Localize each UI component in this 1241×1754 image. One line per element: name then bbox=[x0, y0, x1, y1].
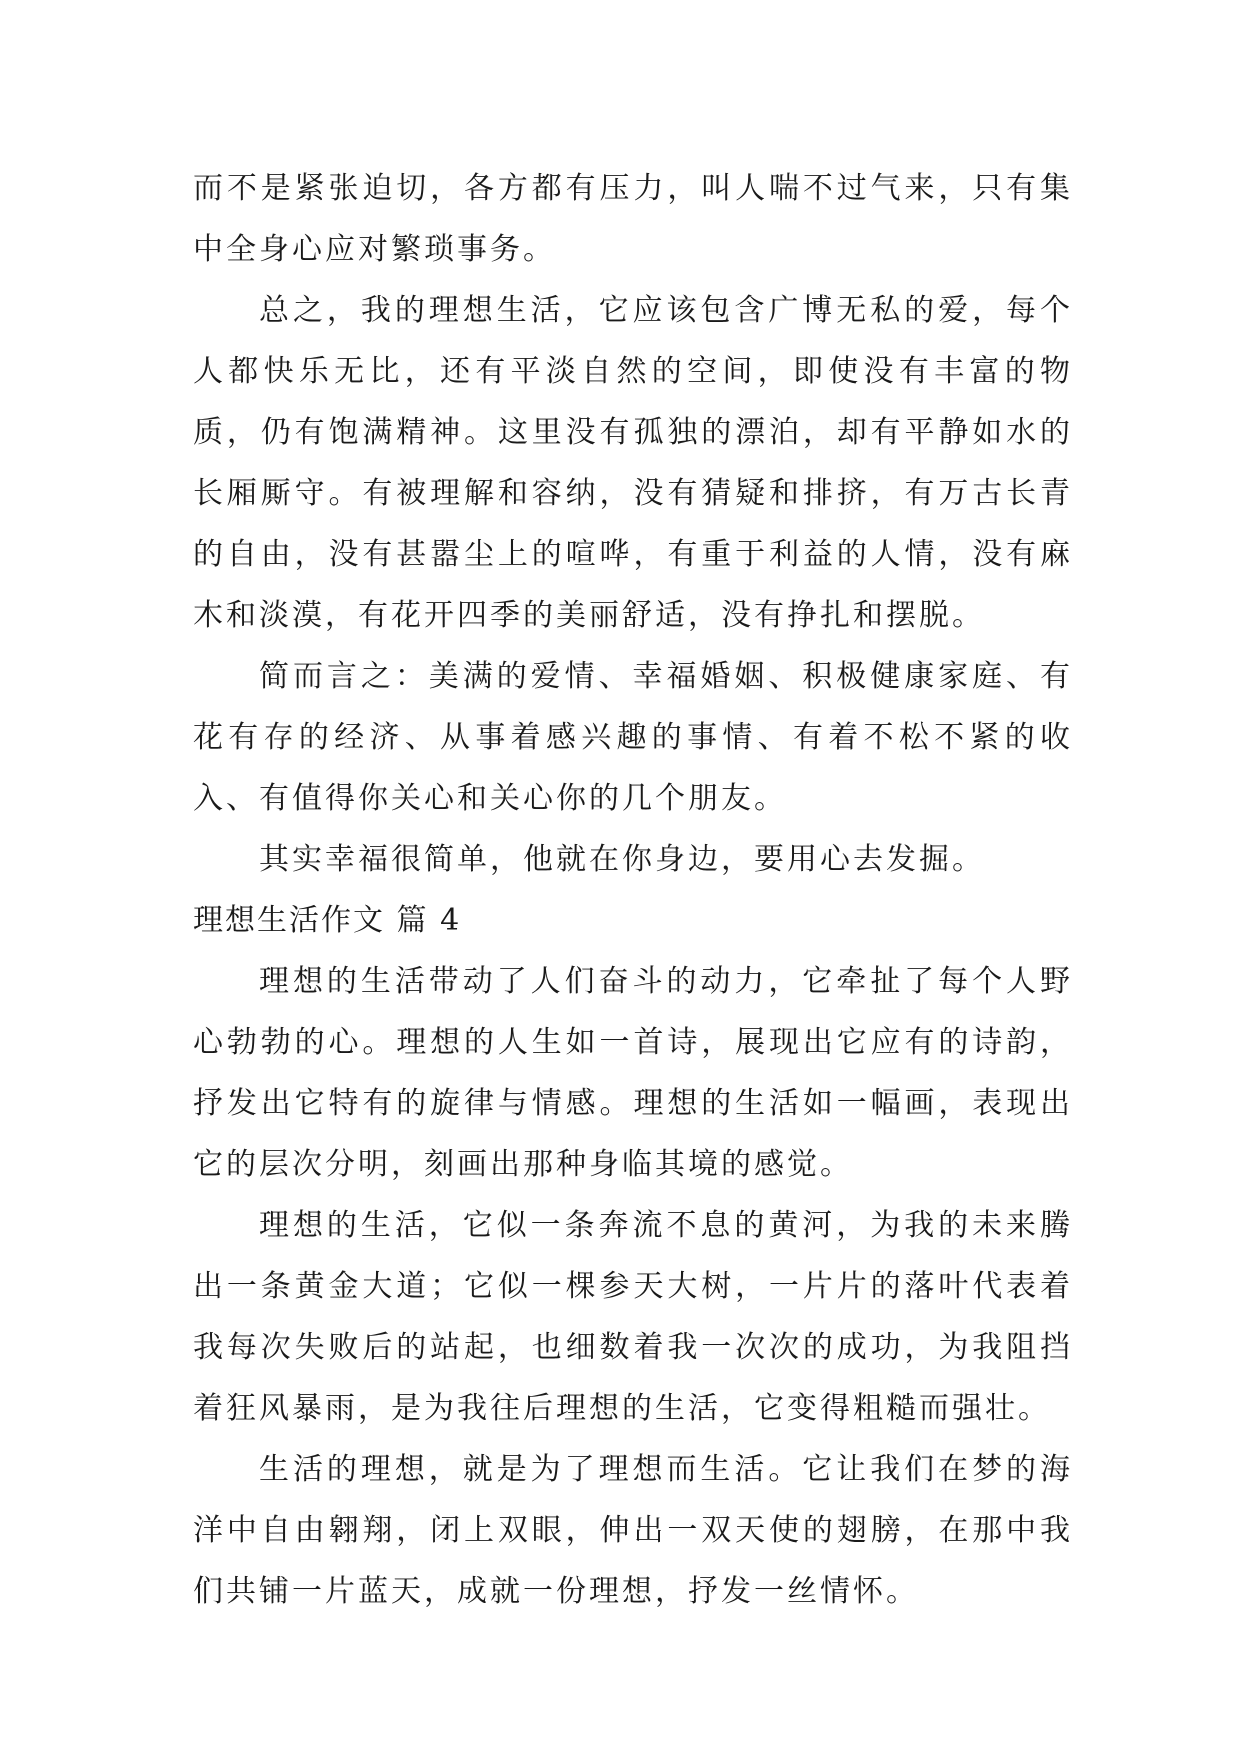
document-page bbox=[193, 158, 1073, 1622]
paragraph-continuation: 而不是紧张迫切，各方都有压力，叫人喘不过气来，只有集中全身心应对繁琐事务。 bbox=[193, 171, 1073, 267]
paragraph-ideal-life-3: 生活的理想，就是为了理想而生活。它让我们在梦的海洋中自由翱翔，闭上双眼，伸出一双天使的翅膀，在那中我们共铺一片蓝天，成就一份理想，抒发一丝情怀。 bbox=[193, 1452, 1073, 1609]
paragraph-ideal-life-1: 理想的生活带动了人们奋斗的动力，它牵扯了每个人野心勃勃的心。理想的人生如一首诗，展现出它应有的诗韵，抒发出它特有的旋律与情感。理想的生活如一幅画，表现出它的层次分明，刻画出那种身临其境的感觉。 bbox=[193, 964, 1073, 1182]
paragraph-in-short: 简而言之：美满的爱情、幸福婚姻、积极健康家庭、有花有存的经济、从事着感兴趣的事情、有着不松不紧的收入、有值得你关心和关心你的几个朋友。 bbox=[193, 659, 1073, 816]
paragraph-happiness: 其实幸福很简单，他就在你身边，要用心去发掘。 bbox=[259, 842, 985, 877]
paragraph-ideal-life-2: 理想的生活，它似一条奔流不息的黄河，为我的未来腾出一条黄金大道；它似一棵参天大树，一片片的落叶代表着我每次失败后的站起，也细数着我一次次的成功，为我阻挡着狂风暴雨，是为我往后理想的生活，它变得粗糙而强壮。 bbox=[193, 1208, 1073, 1426]
paragraph-summary: 总之，我的理想生活，它应该包含广博无私的爱，每个人都快乐无比，还有平淡自然的空间，即使没有丰富的物质，仍有饱满精神。这里没有孤独的漂泊，却有平静如水的长厢厮守。有被理解和容纳，没有猜疑和排挤，有万古长青的自由，没有甚嚣尘上的喧哗，有重于利益的人情，没有麻木和淡漠，有花开四季的美丽舒适，没有挣扎和摆脱。 bbox=[193, 293, 1073, 633]
section-heading: 理想生活作文 篇 4 bbox=[193, 903, 462, 938]
